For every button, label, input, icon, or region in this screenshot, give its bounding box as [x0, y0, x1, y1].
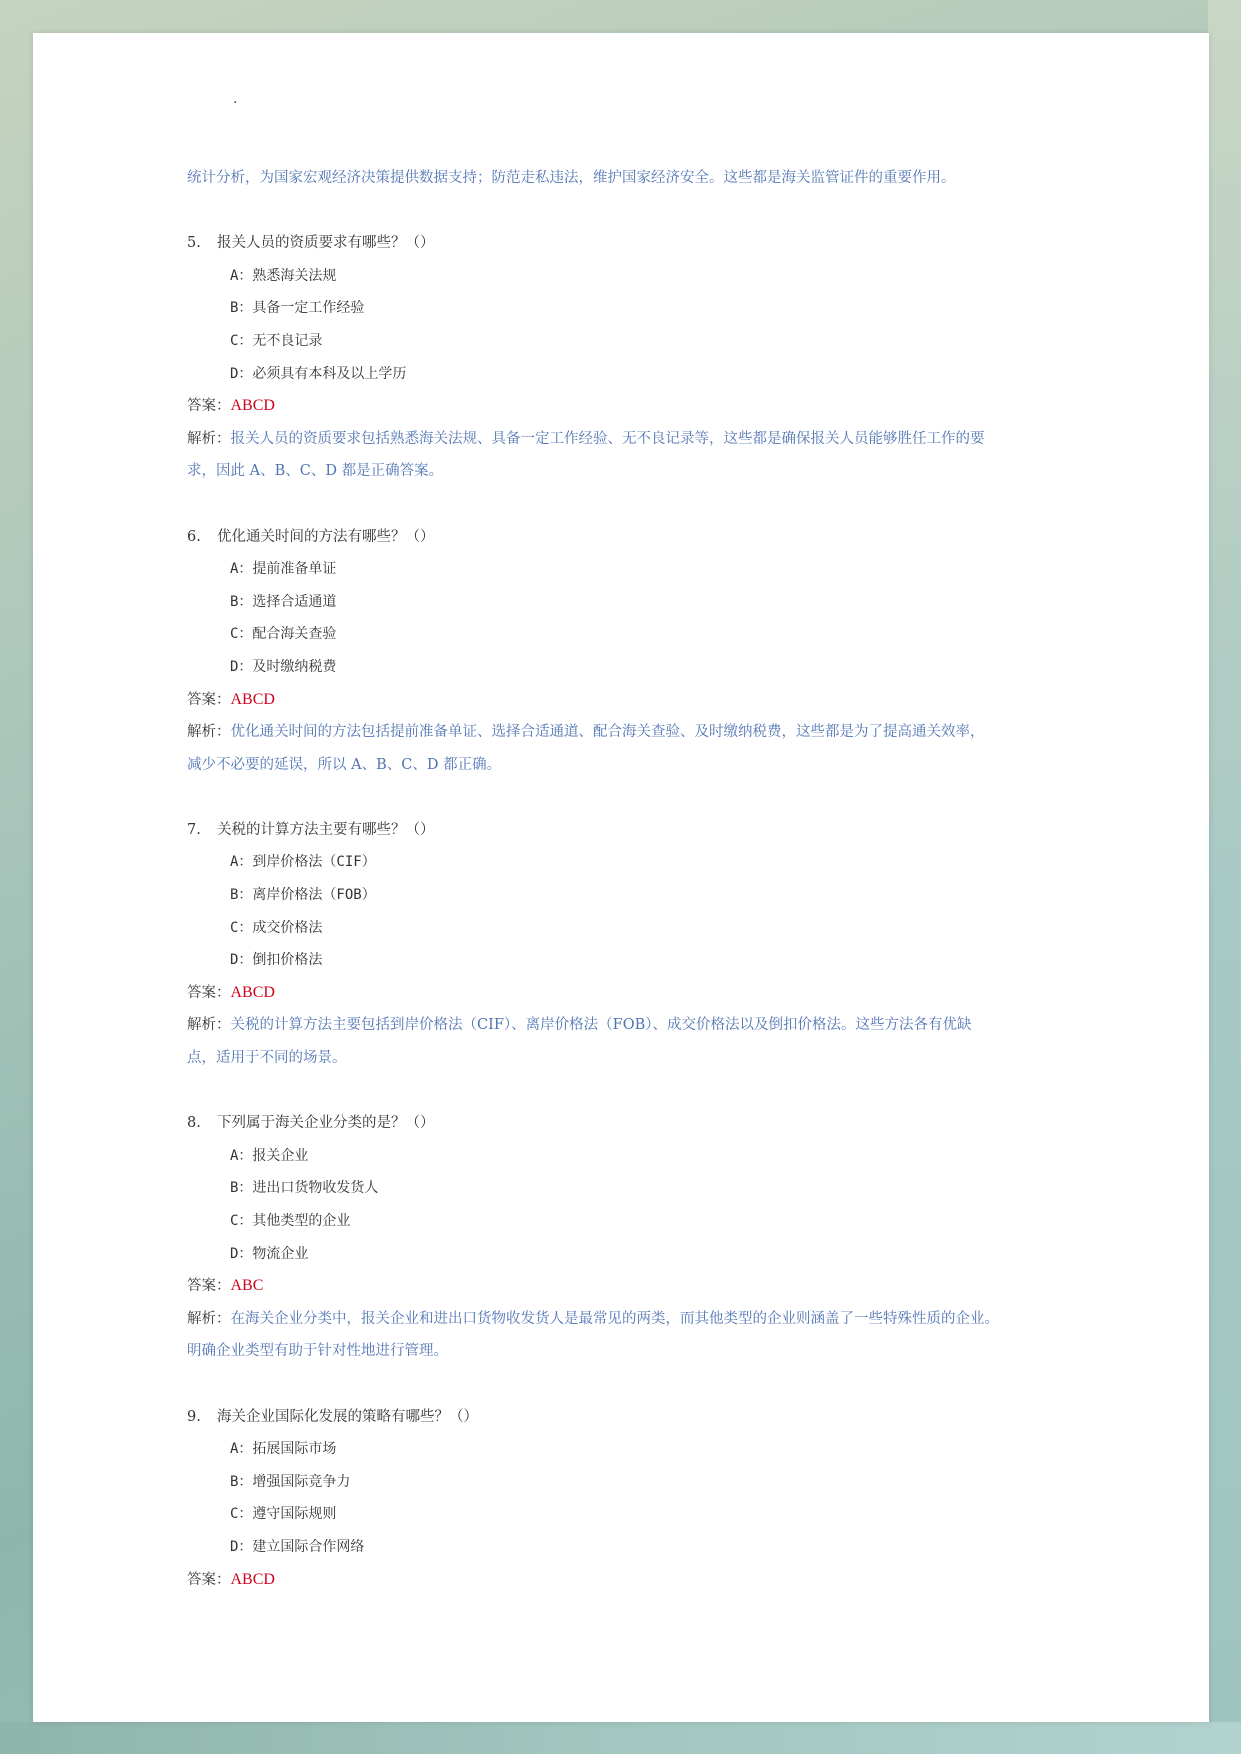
option-a: A：提前准备单证	[230, 561, 337, 578]
question-title	[187, 1401, 1067, 1434]
option-b: B：具备一定工作经验	[230, 300, 365, 317]
question-text: 报关人员的资质要求有哪些？（）	[217, 235, 435, 252]
analysis-label: 解析：	[187, 724, 231, 741]
option-b: B：增强国际竞争力	[230, 1473, 351, 1490]
answer-value: ABC	[230, 1277, 264, 1295]
question-text: 优化通关时间的方法有哪些？（）	[217, 528, 435, 545]
analysis-text-continued: 点，适用于不同的场景。	[187, 1050, 347, 1067]
analysis-line	[187, 716, 1067, 749]
question-text: 海关企业国际化发展的策略有哪些？（）	[217, 1408, 478, 1425]
option-c: C：配合海关查验	[230, 626, 337, 643]
question-title	[187, 814, 1067, 847]
option-c: C：其他类型的企业	[230, 1213, 351, 1229]
answer-line	[187, 1270, 1067, 1303]
option-d: D：倒扣价格法	[230, 952, 323, 969]
question-title	[187, 227, 1067, 260]
question-text: 下列属于海关企业分类的是？（）	[217, 1115, 435, 1132]
answer-label: 答案：	[187, 398, 231, 415]
question-block	[187, 521, 1067, 782]
question-number: 8.	[187, 1115, 201, 1132]
question-title	[187, 521, 1067, 554]
answer-value: ABCD	[230, 983, 275, 1001]
question-block	[187, 814, 1067, 1075]
answer-line	[187, 684, 1067, 717]
option-a: A：熟悉海关法规	[230, 267, 337, 284]
answer-line	[187, 1564, 1067, 1597]
analysis-label: 解析：	[187, 1017, 231, 1034]
question-block	[187, 227, 1067, 488]
question-block	[187, 1401, 1067, 1597]
question-number: 7.	[187, 821, 201, 838]
analysis-text: 在海关企业分类中，报关企业和进出口货物收发货人是最常见的两类，而其他类型的企业则涵盖了一些特殊性质的企业。	[230, 1310, 999, 1327]
analysis-label: 解析：	[187, 1310, 231, 1327]
option-d: D：物流企业	[230, 1245, 309, 1262]
analysis-text-continued: 求，因此 A、B、C、D 都是正确答案。	[187, 463, 444, 480]
option-c: C：成交价格法	[230, 919, 323, 936]
option-a: A：到岸价格法（CIF）	[230, 854, 376, 871]
analysis-label: 解析：	[187, 430, 231, 447]
answer-line	[187, 977, 1067, 1010]
backdrop-right	[1208, 0, 1241, 1754]
question-number: 9.	[187, 1408, 201, 1425]
backdrop-bottom	[0, 1722, 1241, 1754]
answer-line	[187, 390, 1067, 423]
option-d: D：建立国际合作网络	[230, 1538, 365, 1555]
spacer	[187, 195, 1067, 228]
option-b: B：进出口货物收发货人	[230, 1180, 379, 1197]
answer-label: 答案：	[187, 984, 231, 1001]
question-number: 6.	[187, 528, 201, 545]
analysis-text: 关税的计算方法主要包括到岸价格法（CIF）、离岸价格法（FOB）、成交价格法以及倒扣价格法。这些方法各有优缺	[230, 1017, 972, 1034]
option-d: D：及时缴纳税费	[230, 658, 337, 675]
answer-value: ABCD	[230, 397, 275, 415]
spacer	[187, 1368, 1067, 1401]
option-a: A：拓展国际市场	[230, 1441, 337, 1458]
answer-label: 答案：	[187, 1278, 231, 1295]
option-a: A：报关企业	[230, 1147, 309, 1164]
answer-label: 答案：	[187, 1571, 231, 1588]
spacer	[187, 781, 1067, 814]
question-title	[187, 1107, 1067, 1140]
spacer	[187, 488, 1067, 521]
answer-label: 答案：	[187, 691, 231, 708]
question-number: 5.	[187, 235, 201, 252]
intro-paragraph: 统计分析，为国家宏观经济决策提供数据支持；防范走私违法，维护国家经济安全。这些都是海关监管证件的重要作用。	[187, 170, 956, 186]
option-b: B：选择合适通道	[230, 593, 337, 610]
analysis-text-continued: 明确企业类型有助于针对性地进行管理。	[187, 1343, 448, 1360]
question-block	[187, 1107, 1067, 1368]
header-mark: .	[233, 91, 238, 107]
analysis-text: 优化通关时间的方法包括提前准备单证、选择合适通道、配合海关查验、及时缴纳税费，这些都是为了提高通关效率，	[230, 724, 985, 741]
answer-value: ABCD	[230, 1570, 275, 1588]
document-content	[187, 162, 1067, 1596]
option-b: B：离岸价格法（FOB）	[230, 887, 376, 904]
answer-value: ABCD	[230, 690, 275, 708]
analysis-line	[187, 1303, 1067, 1336]
option-c: C：无不良记录	[230, 332, 323, 349]
question-text: 关税的计算方法主要有哪些？（）	[217, 821, 435, 838]
analysis-line	[187, 1009, 1067, 1042]
analysis-text: 报关人员的资质要求包括熟悉海关法规、具备一定工作经验、无不良记录等，这些都是确保报关人员能够胜任工作的要	[230, 430, 985, 447]
analysis-line	[187, 423, 1067, 456]
option-c: C：遵守国际规则	[230, 1506, 337, 1523]
analysis-text-continued: 减少不必要的延误，所以 A、B、C、D 都正确。	[187, 756, 502, 773]
spacer	[187, 1075, 1067, 1108]
option-d: D：必须具有本科及以上学历	[230, 365, 407, 382]
